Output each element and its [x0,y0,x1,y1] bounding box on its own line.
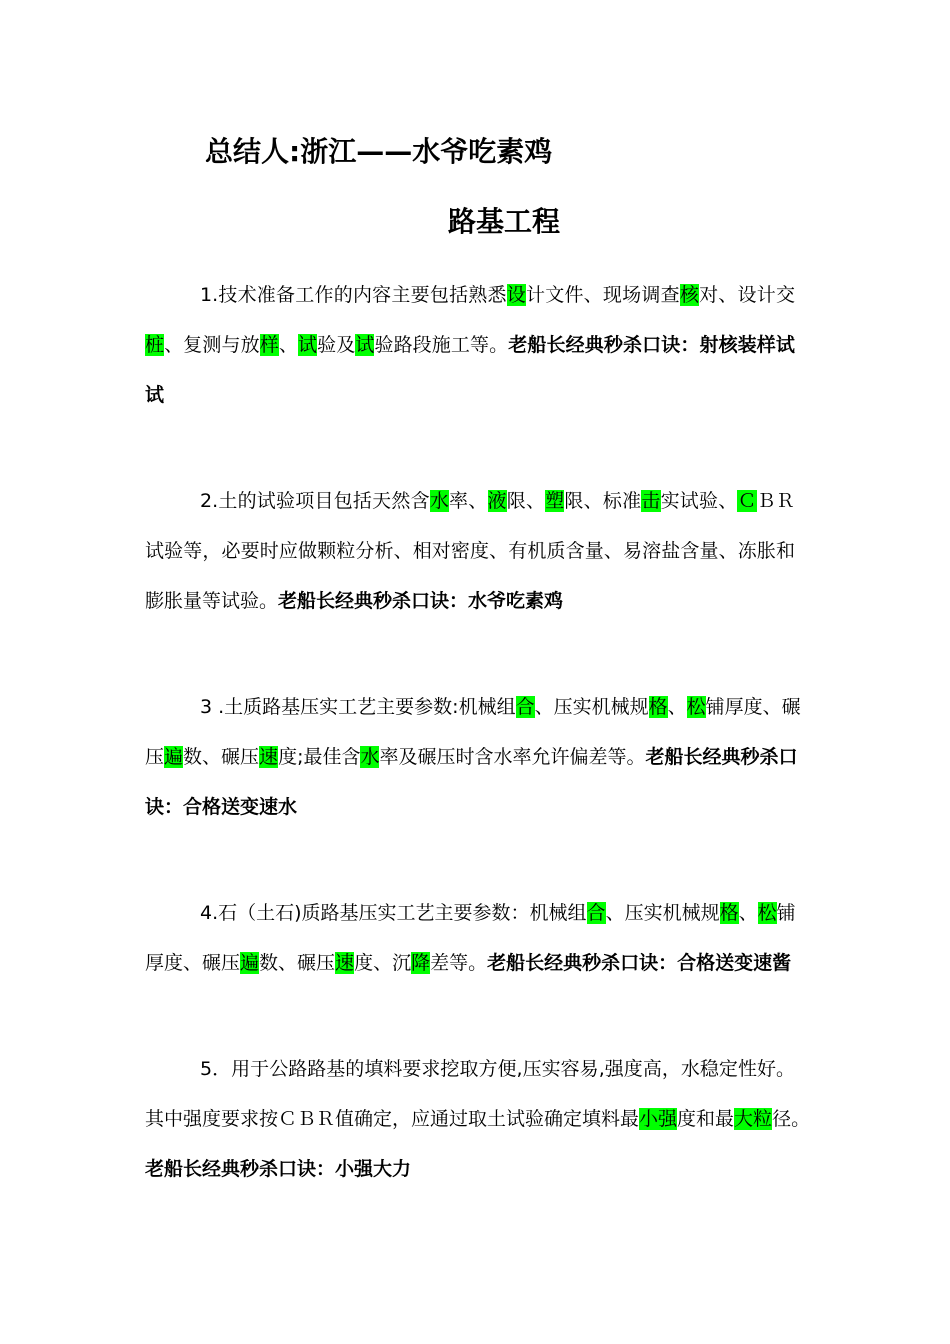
paragraph-line [145,732,798,782]
text-run: 实试验、 [660,490,738,512]
highlighted-text: 水 [360,746,380,768]
highlighted-text: 设 [506,284,526,306]
text-run: 数、碾压 [259,952,336,974]
text-run: 限、标准 [564,490,642,512]
text-run: 、 [738,902,758,924]
text-run: 度和最 [677,1108,735,1130]
paragraph-line [145,938,795,988]
paragraph-2 [145,476,795,626]
text-run: 度;最佳含 [278,746,361,768]
highlighted-text: 塑 [545,490,565,512]
highlighted-text: 试 [297,334,318,356]
text-run: 验及 [317,334,356,356]
paragraph-line [200,270,795,320]
text-run: 2.土的试验项目包括天然含 [200,490,430,512]
text-run: 径。 [772,1108,811,1130]
text-run: 度、沉 [354,952,412,974]
highlighted-text: 击 [641,490,661,512]
text-run: 厚度、碾压 [145,952,241,974]
paragraph-3 [145,682,801,832]
text-run: 压 [145,746,165,768]
text-run: 4.石（土石)质路基压实工艺主要参数：机械组 [200,902,587,924]
document-body [145,270,811,1250]
paragraph-line [145,1094,811,1144]
mnemonic-bold-text: 试 [145,384,165,406]
paragraph-line [145,1144,795,1194]
text-run: 数、碾压 [183,746,260,768]
text-run: 对、设计交 [699,284,795,306]
paragraph-5 [145,1044,811,1194]
text-run: 膨胀量等试验。 [145,590,279,612]
highlighted-text: 速 [335,952,355,974]
text-run: 3 .土质路基压实工艺主要参数:机械组 [200,696,516,718]
text-run: 、压实机械规 [534,696,649,718]
text-run: 铺厚度、碾 [705,696,801,718]
paragraph-line [200,1044,795,1094]
highlighted-text: 核 [679,284,700,306]
text-run: 差等。 [430,952,488,974]
text-run: 5．用于公路路基的填料要求挖取方便,压实容易,强度高，水稳定性好。 [200,1058,795,1080]
highlighted-text: 合 [515,696,535,718]
text-run: 、复测与放 [164,334,260,356]
highlighted-text: Ｃ [737,490,757,512]
text-run: 限、 [506,490,546,512]
mnemonic-bold-text: 老船长经典秒杀口 [645,746,798,768]
text-run: 1.技术准备工作的内容主要包括熟悉 [200,284,507,306]
section-heading: 路基工程 [448,205,561,238]
text-run: 率、 [449,490,488,512]
text-run: ＢＲ [756,490,795,512]
paragraph-line [200,682,801,732]
highlighted-text: 液 [487,490,507,512]
paragraph-4 [145,888,795,988]
text-run: 铺 [776,902,796,924]
paragraph-line [145,576,795,626]
paragraph-line [145,782,795,832]
text-run: 其中强度要求按ＣＢＲ值确定，应通过取土试验确定填料最 [145,1108,640,1130]
text-run: 计文件、现场调查 [526,284,680,306]
paragraph-line [145,320,795,370]
paragraph-line [145,370,795,420]
highlighted-text: 水 [429,490,450,512]
text-run: 试验等，必要时应做颗粒分析、相对密度、有机质含量、易溶盐含量、冻胀和 [145,540,795,562]
text-run: 、 [667,696,687,718]
mnemonic-bold-text: 老船长经典秒杀口诀：合格送变速酱 [487,952,792,974]
highlighted-text: 样 [259,334,279,356]
text-run: 、 [278,334,298,356]
highlighted-text: 遍 [164,746,184,768]
highlighted-text: 松 [757,902,777,924]
highlighted-text: 速 [259,746,279,768]
highlighted-text: 小强 [639,1108,678,1130]
highlighted-text: 格 [719,902,739,924]
text-run: 验路段施工等。 [374,334,509,356]
text-run: 率及碾压时含水率允许偏差等。 [379,746,646,768]
document-title: 总结人:浙江——水爷吃素鸡 [205,135,553,168]
paragraph-1 [145,270,795,420]
paragraph-line [200,476,795,526]
highlighted-text: 遍 [240,952,260,974]
highlighted-text: 格 [648,696,668,718]
mnemonic-bold-text: 老船长经典秒杀口诀：水爷吃素鸡 [278,590,564,612]
highlighted-text: 试 [355,334,375,356]
paragraph-line [200,888,795,938]
mnemonic-bold-text: 诀：合格送变速水 [145,796,298,818]
text-run: 、压实机械规 [605,902,720,924]
paragraph-line [145,526,795,576]
highlighted-text: 大粒 [734,1108,773,1130]
highlighted-text: 桩 [145,334,165,356]
mnemonic-bold-text: 老船长经典秒杀口诀：射核装样试 [508,334,795,356]
mnemonic-bold-text: 老船长经典秒杀口诀：小强大力 [145,1158,412,1180]
highlighted-text: 合 [586,902,606,924]
highlighted-text: 松 [686,696,706,718]
highlighted-text: 降 [411,952,431,974]
